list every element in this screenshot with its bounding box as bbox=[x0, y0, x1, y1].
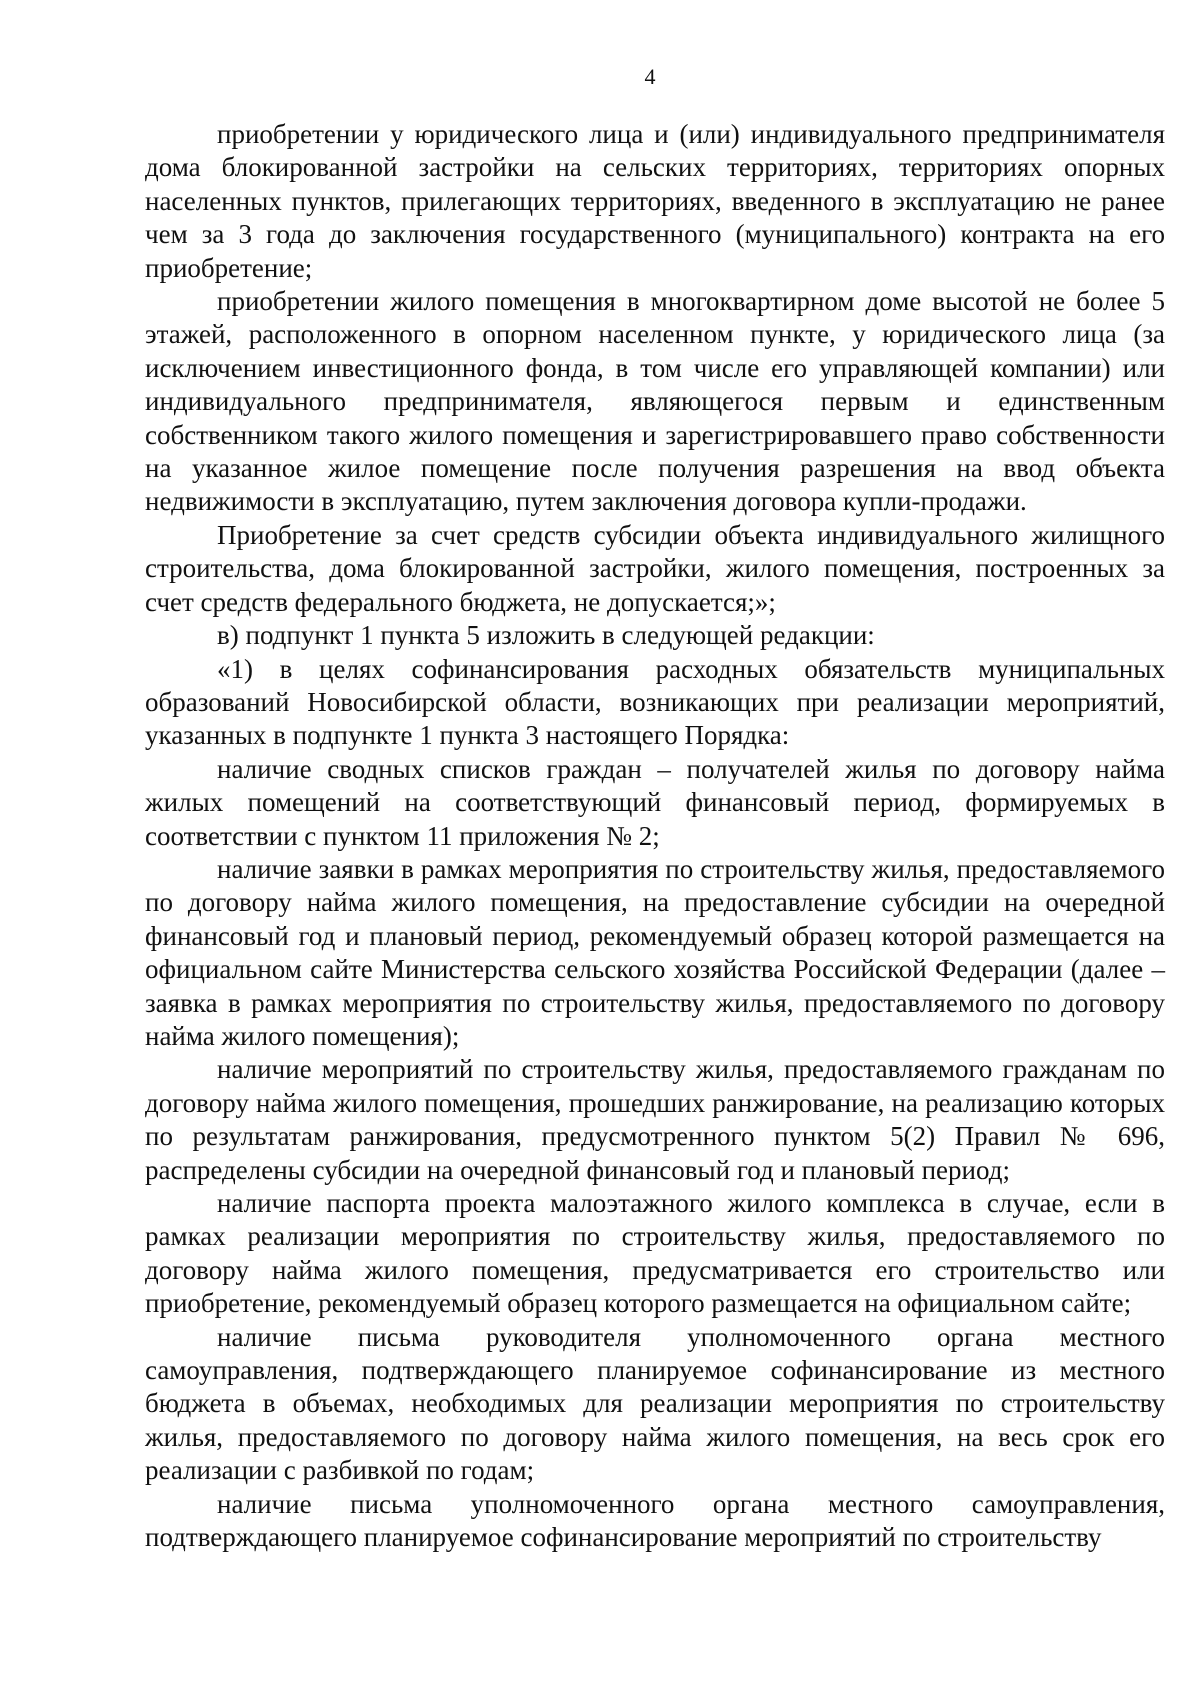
paragraph-authority-letter: наличие письма уполномоченного органа местного самоуправления, подтверждающего планируемое софинансирование мероприятий по строительству bbox=[145, 1488, 1165, 1553]
paragraph-citizen-lists: наличие сводных списков граждан – получателей жилья по договору найма жилых помещений на соответствующий финансовый период, формируемых в соответствии с пунктом 11 приложения № 2; bbox=[145, 753, 1165, 851]
paragraph-federal-budget-restriction: Приобретение за счет средств субсидии объекта индивидуального жилищного строительства, дома блокированной застройки, жилого помещения, построенных за счет средств федерального бюджета, не допускается;»; bbox=[145, 519, 1165, 617]
paragraph-cofinancing-purpose: «1) в целях софинансирования расходных обязательств муниципальных образований Новосибирской области, возникающих при реализации мероприятий, указанных в подпункте 1 пункта 3 настоящего Порядка: bbox=[145, 653, 1165, 751]
paragraph-apartment-purchase: приобретении жилого помещения в многоквартирном доме высотой не более 5 этажей, расположенного в опорном населенном пункте, у юридического лица (за исключением инвестиционного фонда, в том числе его управляющей компании) или индивидуального предпринимателя, являющегося первым и единственным собственником такого жилого помещения и зарегистрировавшего право собственности на указанное жилое помещение после получения разрешения на ввод объекта недвижимости в эксплуатацию, путем заключения договора купли-продажи. bbox=[145, 286, 1165, 517]
paragraph-head-letter: наличие письма руководителя уполномоченного органа местного самоуправления, подтверждающего планируемое софинансирование из местного бюджета в объемах, необходимых для реализации мероприятия по строительству жилья, предоставляемого по договору найма жилого помещения, на весь срок его реализации с разбивкой по годам; bbox=[145, 1321, 1165, 1486]
paragraph-application: наличие заявки в рамках мероприятия по строительству жилья, предоставляемого по договору найма жилого помещения, на предоставление субсидии на очередной финансовый год и плановый период, рекомендуемый образец которой размещается на официальном сайте Министерства сельского хозяйства Российской Федерации (далее – заявка в рамках мероприятия по строительству жилья, предоставляемого по договору найма жилого помещения); bbox=[145, 853, 1165, 1051]
paragraph-continuation: приобретении у юридического лица и (или) индивидуального предпринимателя дома блокированной застройки на сельских территориях, территориях опорных населенных пунктов, прилегающих территориях, введенного в эксплуатацию не ранее чем за 3 года до заключения государственного (муниципального) контракта на его приобретение; bbox=[145, 119, 1165, 283]
paragraph-project-passport: наличие паспорта проекта малоэтажного жилого комплекса в случае, если в рамках реализации мероприятия по строительству жилья, предоставляемого по договору найма жилого помещения, предусматривается его строительство или приобретение, рекомендуемый образец которого размещается на официальном сайте; bbox=[145, 1188, 1165, 1319]
document-text bbox=[145, 118, 1165, 1554]
paragraph-ranked-measures: наличие мероприятий по строительству жилья, предоставляемого гражданам по договору найма жилого помещения, прошедших ранжирование, на реализацию которых по результатам ранжирования, предусмотренного пунктом 5(2) Правил № 696, распределены субсидии на очередной финансовый год и плановый период; bbox=[145, 1054, 1165, 1185]
page-number: 4 bbox=[644, 64, 656, 89]
paragraph-amendment-instruction: в) подпункт 1 пункта 5 изложить в следующей редакции: bbox=[217, 620, 875, 651]
